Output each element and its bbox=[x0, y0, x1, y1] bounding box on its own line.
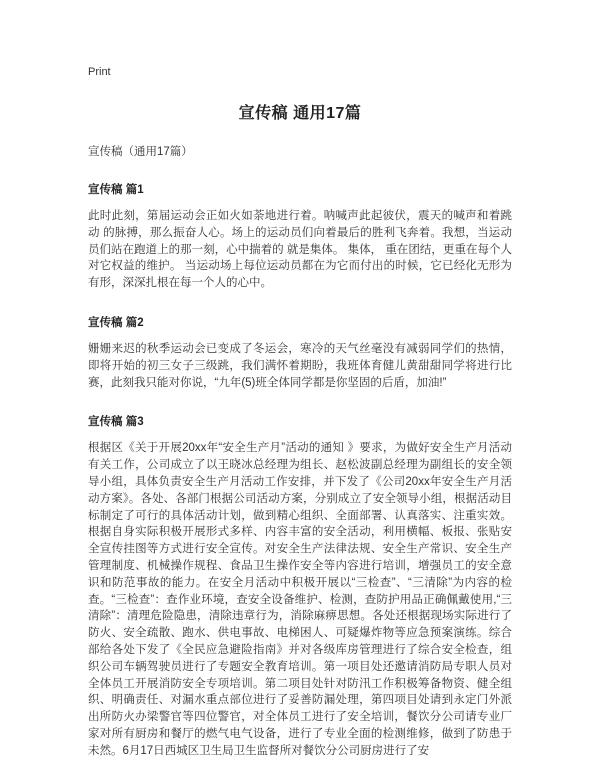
document-title: 宣传稿 通用17篇 bbox=[238, 105, 362, 122]
section-2-body: 姗姗来迟的秋季运动会已变成了冬运会，寒冷的天气丝毫没有减弱同学们的热情，即将开始的初三女子三级跳，我们满怀着期盼，我班体育健儿黄甜甜同学将进行比赛，此刻我只能对你说，“九年(5)班全体同学都是你坚固的后盾，加油!” bbox=[88, 342, 512, 389]
section-3 bbox=[88, 413, 512, 759]
section-3-body: 根据区《关于开展20xx年“安全生产月”活动的通知 》要求，为做好安全生产月活动有关工作，公司成立了以王晓冰总经理为组长、赵松波副总经理为副组长的安全领导小组，具体负责安全生产月活动工作安排，并下发了《公司20xx年安全生产月活动方案》。各处、各部门根据公司活动方案，分别成立了安全领导小组，根据活动目标制定了可行的具体活动计划，做到精心组织、全面部署、认真落实、注重实效。根据自身实际积极开展形式多样、内容丰富的安全活动，利用横幅、板报、张贴安全宣传挂图等方式进行安全宣传。对安全生产法律法规、安全生产常识、安全生产管理制度、机械操作规程、食品卫生操作安全等内容进行培训，增强员工的安全意识和防范事故的能力。在安全月活动中积极开展以“三检查”、“三清除”为内容的检查。“三检查”：查作业环境，查安全设备维护、检测，查防护用品正确佩戴使用,“三清除”：清理危险隐患，清除违章行为，消除麻痹思想。各处还根据现场实际进行了防火、安全疏散、跑水、供电事故、电梯困人、可疑爆炸物等应急预案演练。综合部给各处下发了《全民应急避险指南》并对各级库房管理进行了综合安全检查，组织公司车辆驾驶员进行了专题安全教育培训。第一项目处还邀请消防局专职人员对全体员工开展消防安全专项培训。第二项目处针对防汛工作积极筹备物资、健全组织、明确责任、对漏水重点部位进行了妥善防漏处理，第四项目处请到永定门外派出所防火办梁警官等四位警官，对全体员工进行了安全培训，餐饮分公司请专业厂家对所有厨房和餐厅的燃气电气设备，进行了专业全面的检测维修，做到了防患于未然。6月17日西城区卫生局卫生监督所对餐饮分公司厨房进行了安 bbox=[88, 442, 512, 757]
section-1 bbox=[88, 181, 512, 292]
section-3-heading: 宣传稿 篇3 bbox=[88, 416, 144, 429]
section-1-body: 此时此刻，第届运动会正如火如荼地进行着。呐喊声此起彼伏，震天的喊声和着跳动 的脉搏，那么振奋人心。场上的运动员们向着最后的胜利飞奔着。我想，当运动员们站在跑道上的那一刻，心中揣着的 就是集体。 集体， 重在团结，更重在每个人对它权益的维护。 当运动场上每位运动员都在为它而付出的时候，它已经化无形为有形，深深扎根在每一个人的心中。 bbox=[88, 210, 512, 290]
section-2 bbox=[88, 314, 512, 391]
document-subtitle: 宣传稿（通用17篇） bbox=[88, 146, 193, 158]
section-1-heading: 宣传稿 篇1 bbox=[88, 184, 144, 196]
print-button[interactable]: Print bbox=[88, 66, 111, 78]
section-2-heading: 宣传稿 篇2 bbox=[88, 316, 144, 329]
